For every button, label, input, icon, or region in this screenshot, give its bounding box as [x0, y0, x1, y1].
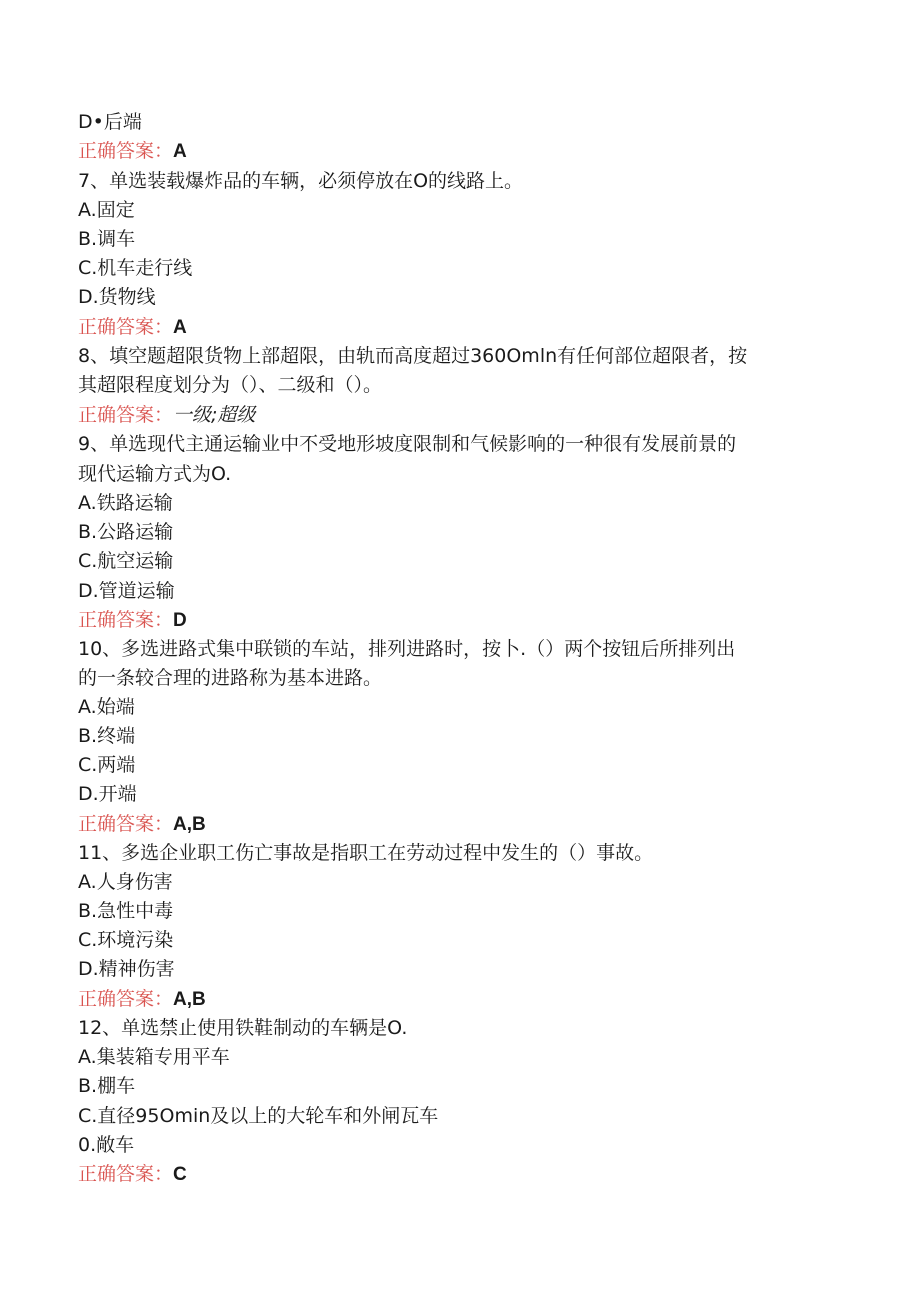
option-a-q7: A.固定	[78, 199, 135, 221]
option-b-q9: B.公路运输	[78, 521, 174, 543]
option-d-q10: D.开端	[78, 783, 137, 805]
option-a-q10: A.始端	[78, 696, 135, 718]
option-c-q11: C.环境污染	[78, 929, 174, 951]
option-d-q7: D.货物线	[78, 286, 156, 308]
option-a-q9: A.铁路运输	[78, 492, 173, 514]
option-a-q12: A.集装箱专用平车	[78, 1046, 230, 1068]
answer-label: 正确答案：	[78, 140, 174, 162]
answer-value: A,B	[173, 989, 206, 1010]
option-c-q12: C.直径95Omin及以上的大轮车和外闸瓦车	[78, 1105, 439, 1127]
answer-value: C	[173, 1164, 187, 1185]
answer-q6	[78, 137, 858, 166]
option-c-q10: C.两端	[78, 754, 136, 776]
question-9-line1: 9、单选现代主通运输业中不受地形坡度限制和气候影响的一种很有发展前景的	[78, 433, 737, 455]
option-b-q7: B.调车	[78, 228, 136, 250]
answer-label: 正确答案：	[78, 988, 174, 1010]
answer-value: A,B	[173, 814, 206, 835]
question-8-line1: 8、填空题超限货物上部超限，由轨而高度超过360Omln有任何部位超限者，按	[78, 345, 748, 367]
option-d-q9: D.管道运输	[78, 580, 175, 602]
option-b-q10: B.终端	[78, 725, 136, 747]
answer-q11	[78, 985, 858, 1014]
option-c-q7: C.机车走行线	[78, 257, 193, 279]
answer-q8	[78, 401, 858, 430]
answer-value: A	[173, 141, 187, 162]
answer-label: 正确答案：	[78, 404, 174, 426]
option-b-q12: B.棚车	[78, 1075, 136, 1097]
answer-q10	[78, 810, 858, 839]
option-c-q9: C.航空运输	[78, 550, 174, 572]
question-8-line2: 其超限程度划分为（）、二级和（）。	[78, 374, 383, 396]
answer-q9	[78, 606, 858, 635]
option-b-q11: B.急性中毒	[78, 900, 174, 922]
question-7: 7、单选装载爆炸品的车辆，必须停放在O的线路上。	[78, 170, 524, 192]
answer-value: 一级;超级	[173, 404, 256, 426]
question-10-line2: 的一条较合理的进路称为基本进路。	[78, 667, 383, 689]
answer-label: 正确答案：	[78, 1163, 174, 1185]
question-12: 12、单选禁止使用铁鞋制动的车辆是O.	[78, 1017, 408, 1039]
answer-q12	[78, 1160, 858, 1189]
question-10-line1: 10、多选进路式集中联锁的车站，排列进路时，按卜.（）两个按钮后所排列出	[78, 638, 736, 660]
option-d-q11: D.精神伤害	[78, 958, 175, 980]
answer-label: 正确答案：	[78, 316, 174, 338]
option-a-q11: A.人身伤害	[78, 871, 173, 893]
answer-value: D	[173, 610, 187, 631]
answer-q7	[78, 313, 858, 342]
answer-value: A	[173, 317, 187, 338]
option-d-q12: 0.敞车	[78, 1134, 135, 1156]
question-11: 11、多选企业职工伤亡事故是指职工在劳动过程中发生的（）事故。	[78, 842, 654, 864]
question-9-line2: 现代运输方式为O.	[78, 463, 232, 485]
answer-label: 正确答案：	[78, 609, 174, 631]
option-d-q6: D•后端	[78, 111, 142, 133]
answer-label: 正确答案：	[78, 813, 174, 835]
